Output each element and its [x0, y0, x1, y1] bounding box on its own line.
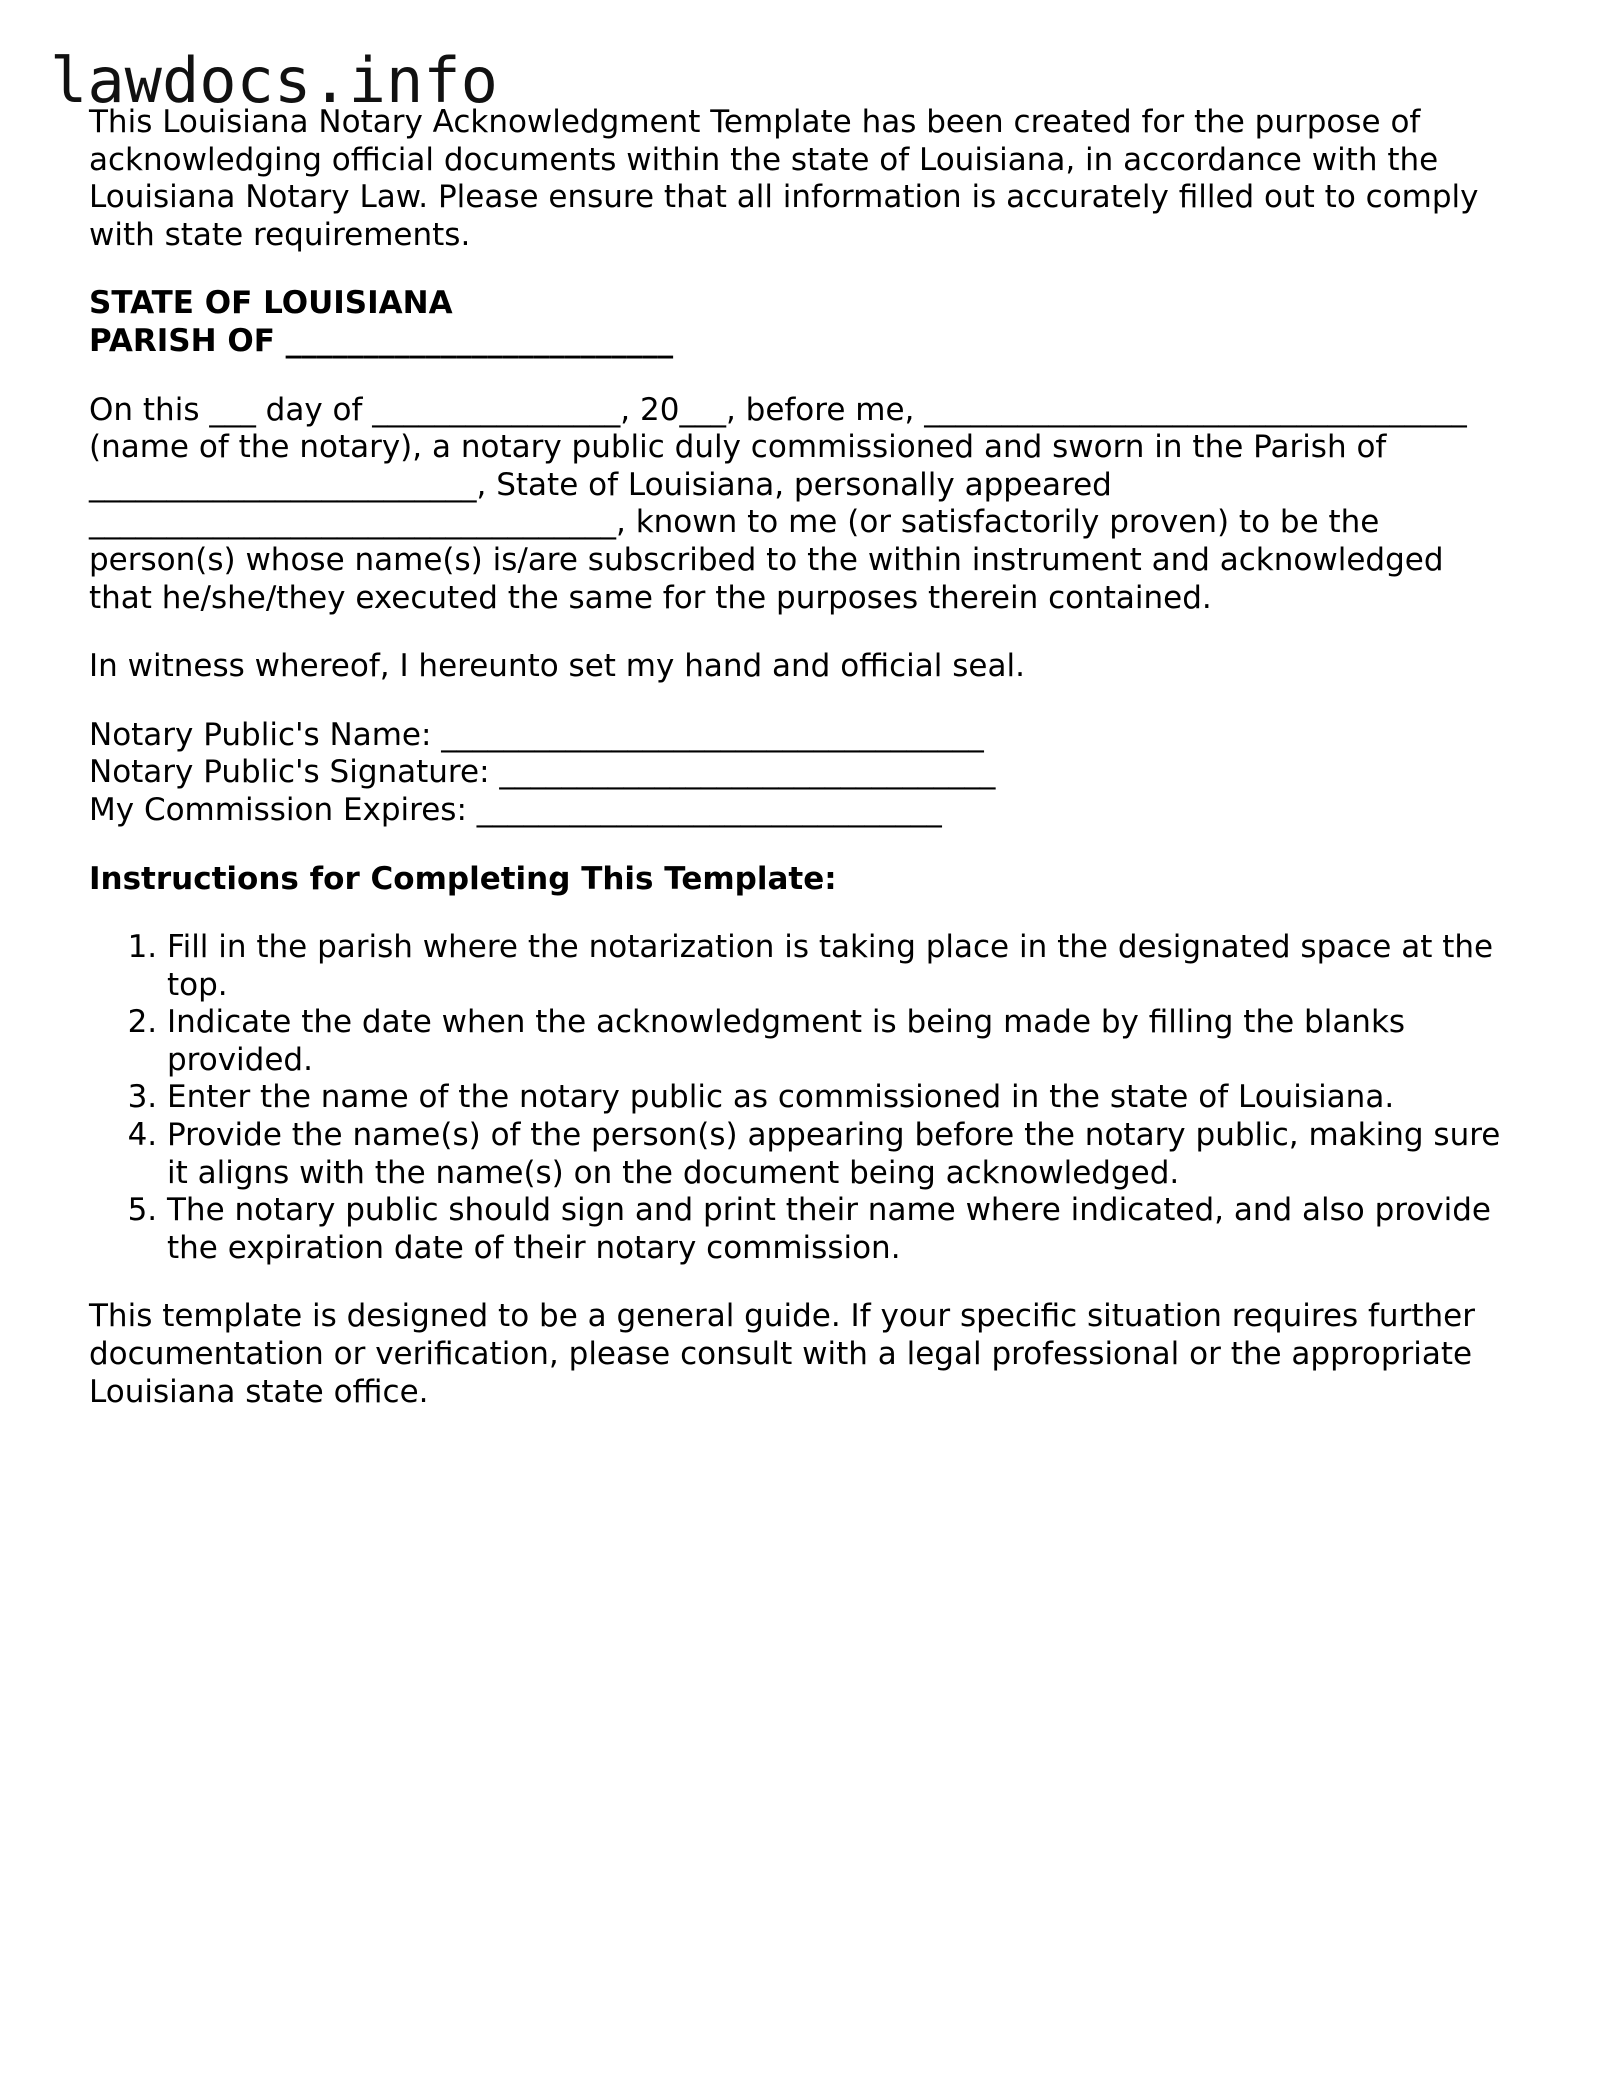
instruction-item: 4. Provide the name(s) of the person(s) appearing before the notary public, making sure it aligns with the name(s) on the document being acknowledged.: [167, 1117, 1529, 1192]
acknowledgment-line-5: person(s) whose name(s) is/are subscribed to the within instrument and acknowledged: [89, 541, 1444, 578]
intro-paragraph: This Louisiana Notary Acknowledgment Template has been created for the purpose of acknowledging official documents within the state of Louisiana, in accordance with the Louisiana Notary Law. Please ensure that all information is accurately filled out to comply with state requirements.: [89, 104, 1479, 253]
parish-heading: PARISH OF _________________________: [89, 322, 674, 359]
acknowledgment-line-1: On this ___ day of ________________, 20___, before me, ___________________________________: [89, 391, 1467, 428]
commission-expires-field: My Commission Expires: ______________________________: [89, 791, 942, 828]
acknowledgment-line-3: _________________________, State of Louisiana, personally appeared: [89, 466, 1112, 503]
state-heading: STATE OF LOUISIANA: [89, 285, 453, 322]
acknowledgment-line-6: that he/she/they executed the same for the purposes therein contained.: [89, 579, 1212, 616]
notary-signature-field: Notary Public's Signature: ________________________________: [89, 754, 996, 791]
document-body: [89, 104, 1529, 1442]
acknowledgment-line-2: (name of the notary), a notary public duly commissioned and sworn in the Parish of: [89, 429, 1387, 466]
instruction-item: 1. Fill in the parish where the notarization is taking place in the designated space at the top.: [167, 929, 1529, 1004]
closing-paragraph: This template is designed to be a general guide. If your specific situation requires further documentation or verification, please consult with a legal professional or the appropriate Louisiana state office.: [89, 1298, 1475, 1410]
instruction-item: 2. Indicate the date when the acknowledgment is being made by filling the blanks provided.: [167, 1004, 1529, 1079]
instructions-list: [89, 929, 1529, 1267]
notary-name-field: Notary Public's Name: ___________________________________: [89, 716, 984, 753]
venue-block: [89, 285, 1529, 360]
acknowledgment-paragraph: [89, 392, 1529, 618]
acknowledgment-line-4: __________________________________, known to me (or satisfactorily proven) to be the: [89, 504, 1380, 541]
site-watermark: lawdocs.info: [50, 44, 498, 117]
instructions-title: Instructions for Completing This Template:: [89, 860, 837, 897]
signature-fields: [89, 717, 1529, 830]
instruction-item: 5. The notary public should sign and print their name where indicated, and also provide the expiration date of their notary commission.: [167, 1192, 1529, 1267]
instruction-item: 3. Enter the name of the notary public as commissioned in the state of Louisiana.: [167, 1079, 1529, 1117]
witness-statement: In witness whereof, I hereunto set my hand and official seal.: [89, 648, 1025, 685]
